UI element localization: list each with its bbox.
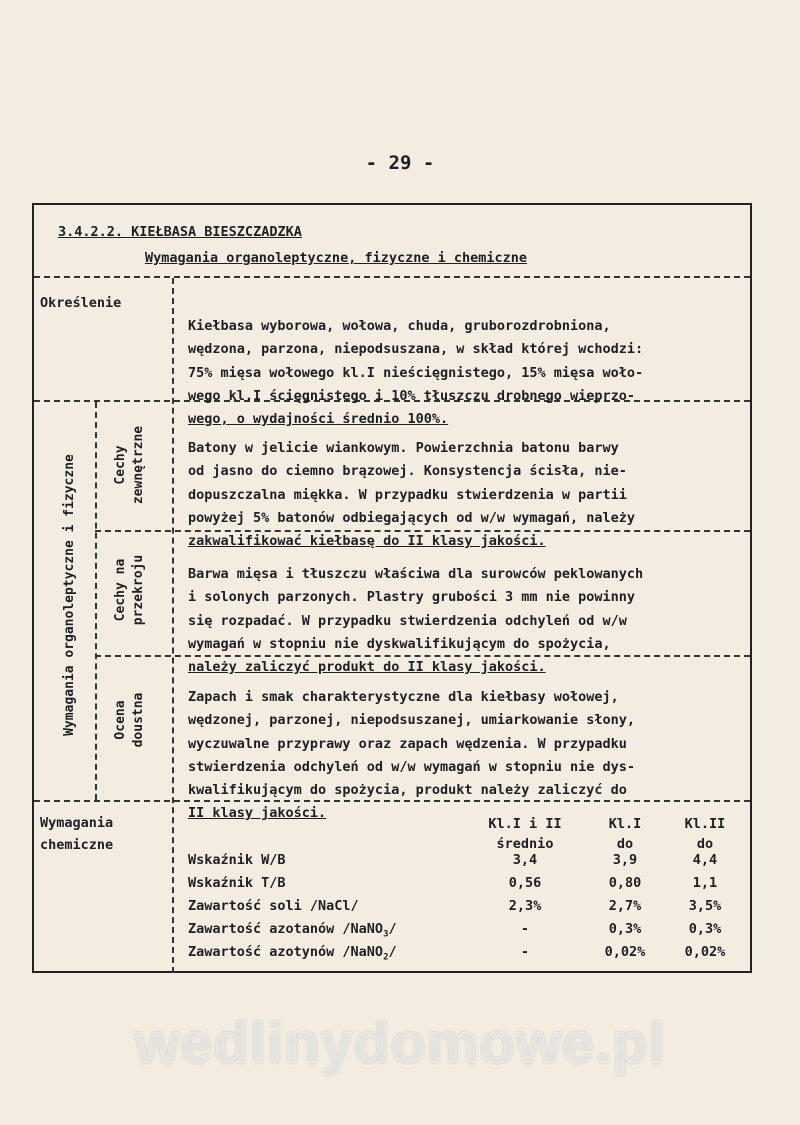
table-cell: - (520, 944, 530, 960)
table-cell: 0,3% (608, 921, 642, 937)
row-label-cross-section: Cechy na przekroju (113, 554, 146, 626)
table-cell: 0,56 (508, 875, 542, 891)
table-cell: 3,5% (688, 898, 722, 914)
table-cell: 0,80 (608, 875, 642, 891)
section-subheading: Wymagania organoleptyczne, fizyczne i chemiczne (145, 250, 528, 266)
taste-text: Zapach i smak charakterystyczne dla kiełbasy wołowej, wędzonej, parzonej, niepodsuszanej, umiarkowanie słony, wyczuwalne przyprawy oraz zapach wędzenia. W przypadku stwierdzenia odchyleń od w/w wymagań w stopniu nie dys- kwalifikującym do spożycia, produkt należy zaliczyć do II klasy jakości. (188, 689, 636, 822)
external-features-text: Batony w jelicie wiankowym. Powierzchnia batonu barwy od jasno do ciemno brązowej. Konsystencja ścisła, nie- dopuszczalna miękka. W przypadku stwierdzenia w partii powyżej 5% batonów odbiegających od w/w wymagań, należy zakwalifikować kiełbasę do II klasy jakości. (188, 440, 636, 550)
column-divider (172, 278, 174, 973)
table-cell: 0,3% (688, 921, 722, 937)
table-cell: - (520, 921, 530, 937)
divider (34, 276, 750, 278)
table-cell: 2,3% (508, 898, 542, 914)
column-header-avg: Kl.I i II średnio (488, 816, 562, 852)
section-heading: 3.4.2.2. KIEŁBASA BIESZCZADZKA (58, 224, 302, 240)
table-cell: 0,02% (684, 944, 726, 960)
page-number: - 29 - (365, 152, 435, 174)
table-cell: 3,4 (512, 852, 538, 868)
chemical-label: Wymagania chemiczne (40, 815, 114, 853)
watermark: wedlinydomowe.pl (134, 1011, 666, 1076)
definition-text: Kiełbasa wyborowa, wołowa, chuda, gruborozdrobniona, wędzona, parzona, niepodsuszana, w skład której wchodzi: 75% mięsa wołowego kl.I nieścięgnistego, 15% mięsa woło- wego kl.I ścięgnistego i 10% tłuszczu drobnego wieprzo- wego, o wydajności średnio 100%. (188, 318, 644, 428)
organoleptic-group-label: Wymagania organoleptyczne i fizyczne (62, 454, 77, 736)
table-cell: 2,7% (608, 898, 642, 914)
cross-section-text: Barwa mięsa i tłuszczu właściwa dla surowców peklowanych i solonych parzonych. Plastry grubości 3 mm nie powinny się rozpadać. W przypadku stwierdzenia odchyleń od w/w wymagań w stopniu nie dyskwalifikującym do spożycia, należy zaliczyć produkt do II klasy jakości. (188, 566, 644, 676)
table-cell: 3,9 (612, 852, 638, 868)
table-row-name: Zawartość azotynów /NaNO$_2$/ (188, 944, 397, 963)
definition-label: Określenie (40, 295, 122, 311)
table-row-name: Wskaźnik T/B (188, 875, 286, 891)
table-row-name: Wskaźnik W/B (188, 852, 286, 868)
table-cell: 4,4 (692, 852, 718, 868)
column-divider (95, 402, 97, 800)
column-header-class2: Kl.II do (684, 816, 726, 852)
table-cell: 1,1 (692, 875, 718, 891)
table-cell: 0,02% (604, 944, 646, 960)
column-header-class1: Kl.I do (608, 816, 642, 852)
row-label-taste: Ocena doustna (113, 692, 146, 748)
table-row-name: Zawartość soli /NaCl/ (188, 898, 359, 914)
row-label-external: Cechy zewnętrzne (113, 425, 146, 505)
table-row-name: Zawartość azotanów /NaNO$_3$/ (188, 921, 397, 940)
